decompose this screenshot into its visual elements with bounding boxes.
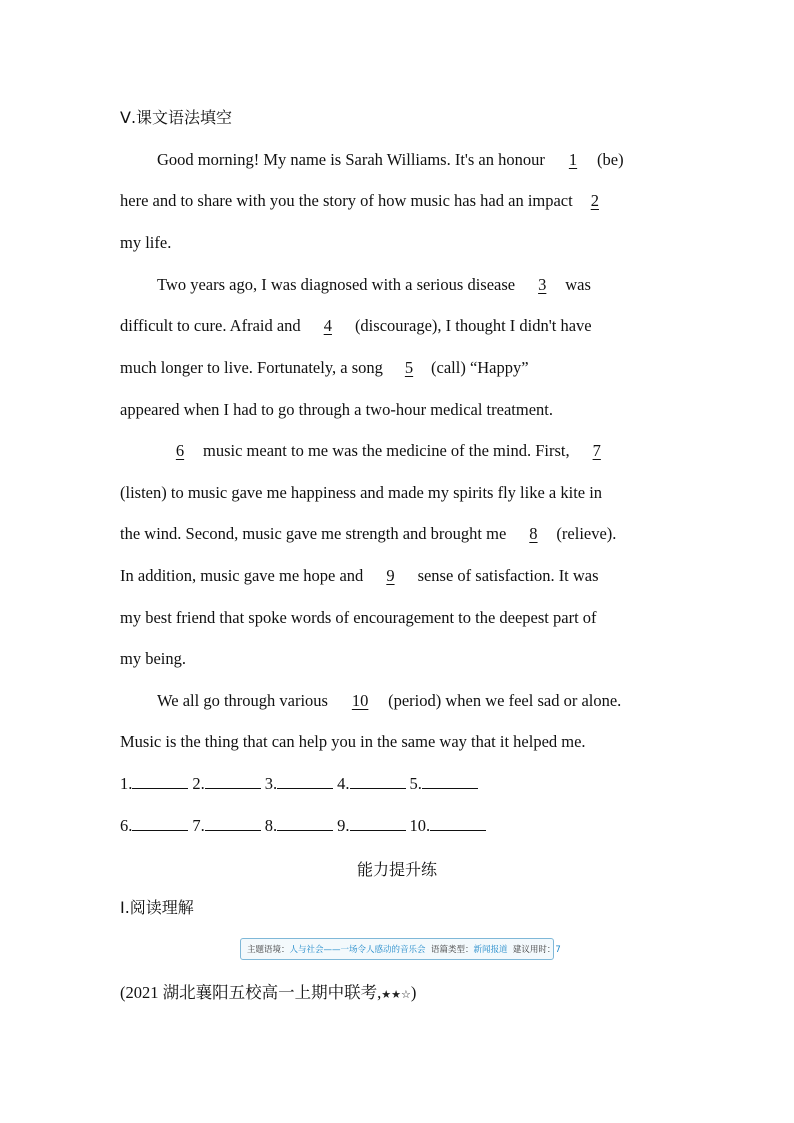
answer-slot-9[interactable]: 9. (337, 816, 409, 836)
answer-row (120, 816, 490, 836)
passage-line: (listen) to music gave me happiness and made my spirits fly like a kite in (120, 483, 603, 502)
passage-line: my being. (120, 649, 186, 668)
section-i-title: Ⅰ.阅读理解 (120, 898, 194, 917)
section-v-title: Ⅴ.课文语法填空 (120, 108, 233, 127)
passage-line: In addition, music gave me hope and 9 sense of satisfaction. It was (120, 566, 599, 585)
answer-slot-5[interactable]: 5. (410, 774, 482, 794)
theme-value: 人与社会——一场令人感动的音乐会 (289, 945, 426, 955)
answer-slot-2[interactable]: 2. (192, 774, 264, 794)
star-rating-icon: ★★☆ (381, 989, 411, 1001)
answer-slot-3[interactable]: 3. (265, 774, 337, 794)
answer-slot-4[interactable]: 4. (337, 774, 409, 794)
blank-8: 8 (529, 524, 538, 543)
passage-line: We all go through various 10 (period) when we feel sad or alone. (157, 691, 622, 710)
answer-slot-6[interactable]: 6. (120, 816, 192, 836)
blank-2: 2 (590, 191, 599, 210)
blank-5: 5 (404, 358, 414, 377)
type-value: 新闻报道 (473, 945, 508, 955)
passage-line: Good morning! My name is Sarah Williams. It's an honour 1 (be) (157, 150, 624, 169)
answer-row (120, 774, 482, 794)
answer-slot-10[interactable]: 10. (410, 816, 491, 836)
topic-banner (240, 938, 561, 960)
passage-line: here and to share with you the story of how music has had an impact 2 (120, 191, 613, 211)
type-key: 语篇类型： (430, 945, 474, 955)
blank-7: 7 (592, 441, 601, 460)
blank-1: 1 (568, 150, 578, 169)
time-key: 建议用时： (512, 945, 556, 955)
passage-line: difficult to cure. Afraid and 4 (discourage), I thought I didn't have (120, 316, 592, 335)
answer-slot-8[interactable]: 8. (265, 816, 337, 836)
section-heading: 能力提升练 (356, 860, 437, 879)
passage-line: much longer to live. Fortunately, a song 5 (call) “Happy” (120, 358, 529, 377)
passage-line: my life. (120, 233, 172, 252)
theme-key: 主题语境： (247, 945, 290, 955)
passage-line: my best friend that spoke words of encouragement to the deepest part of (120, 608, 597, 627)
passage-line: Two years ago, I was diagnosed with a serious disease 3 was (157, 275, 591, 294)
passage-line: appeared when I had to go through a two-hour medical treatment. (120, 400, 553, 419)
passage-line: the wind. Second, music gave me strength and brought me 8 (relieve). (120, 524, 617, 543)
source-line: (2021 湖北襄阳五校高一上期中联考,★★☆) (120, 983, 416, 1005)
blank-6: 6 (175, 441, 185, 460)
passage-line: 6 music meant to me was the medicine of the mind. First, 7 (157, 441, 620, 461)
time-value: 7 (555, 945, 561, 955)
passage-line: Music is the thing that can help you in the same way that it helped me. (120, 732, 586, 751)
blank-4: 4 (323, 316, 332, 335)
blank-9: 9 (386, 566, 395, 585)
answer-slot-1[interactable]: 1. (120, 774, 192, 794)
blank-10: 10 (351, 691, 369, 710)
answer-slot-7[interactable]: 7. (192, 816, 264, 836)
blank-3: 3 (538, 275, 547, 294)
